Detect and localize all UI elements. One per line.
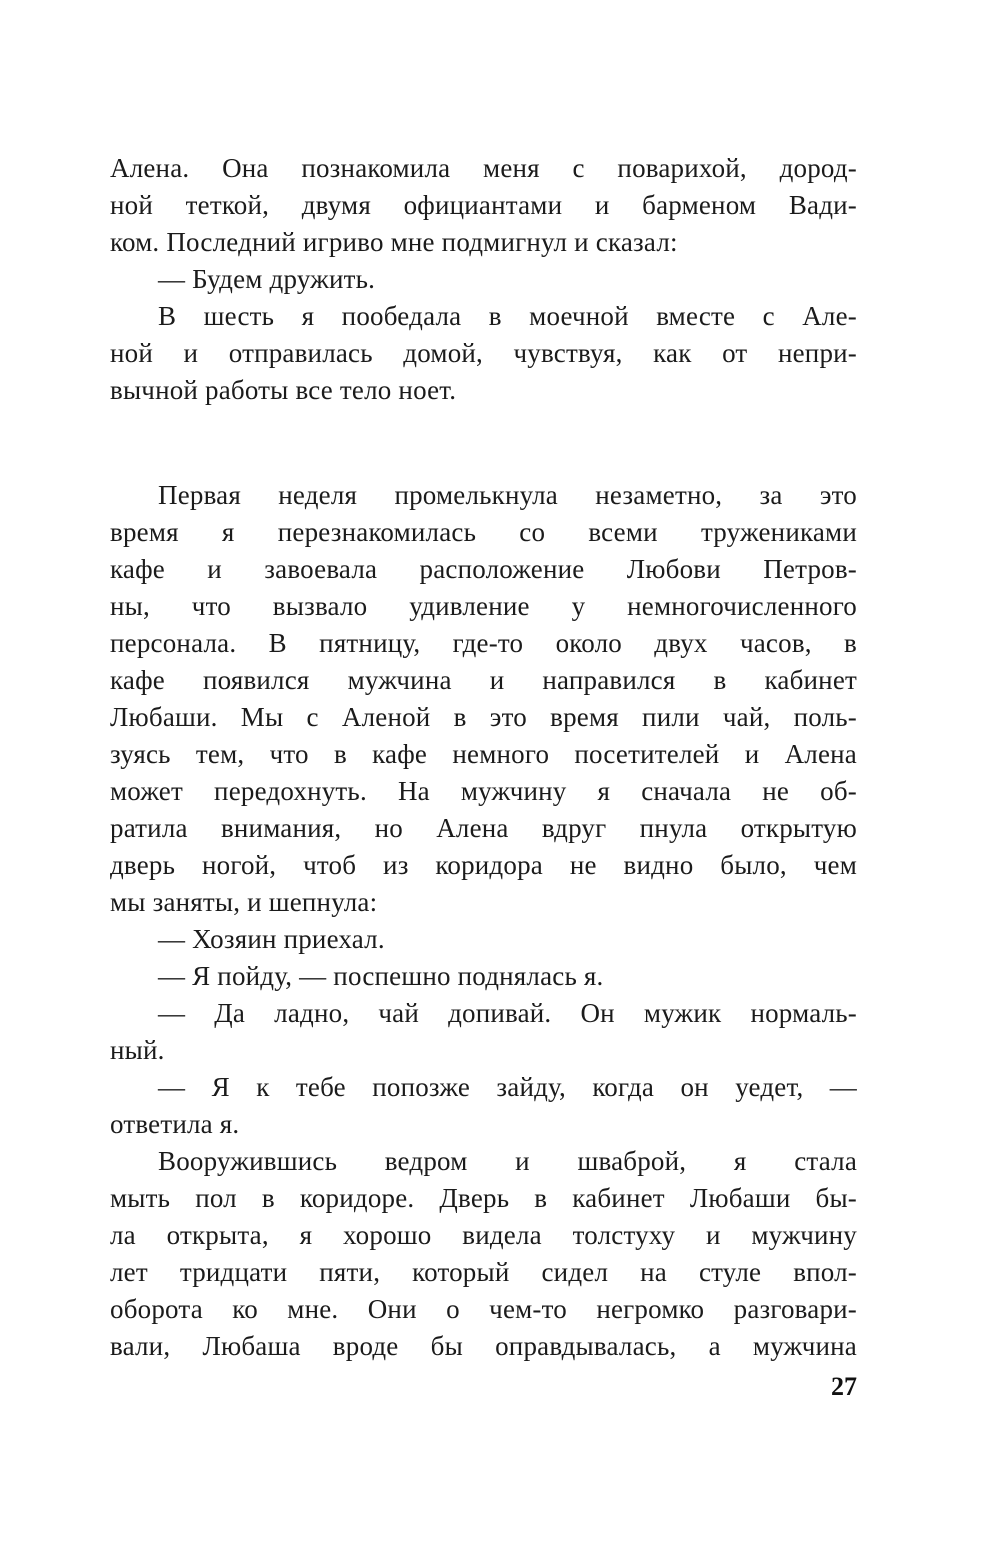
text-line: вали, Любаша вроде бы оправдывалась, а мужчина [110, 1331, 857, 1361]
text-line: ной и отправилась домой, чувствуя, как от непри- [110, 338, 857, 368]
text-line: персонала. В пятницу, где-то около двух часов, в [110, 628, 857, 658]
text-line: ратила внимания, но Алена вдруг пнула открытую [110, 813, 857, 843]
section-break [110, 409, 857, 477]
text-line: — Я пойду, — поспешно поднялась я. [158, 961, 604, 991]
text-line: ла открыта, я хорошо видела толстуху и мужчину [110, 1220, 857, 1250]
text-line: лет тридцати пяти, который сидел на стуле впол- [110, 1257, 857, 1287]
text-line: может передохнуть. На мужчину я сначала не об- [110, 776, 857, 806]
text-line: дверь ногой, чтоб из коридора не видно было, чем [110, 850, 857, 880]
text-line: ный. [110, 1035, 165, 1065]
text-line: Вооружившись ведром и шваброй, я стала [158, 1146, 857, 1176]
text-line: — Да ладно, чай допивай. Он мужик нормаль- [158, 998, 857, 1028]
text-line: ответила я. [110, 1109, 240, 1139]
text-line: — Хозяин приехал. [158, 924, 385, 954]
text-line: Любаши. Мы с Аленой в это время пили чай, поль- [110, 702, 857, 732]
text-line: Алена. Она познакомила меня с поварихой, дород- [110, 153, 857, 183]
text-line: Первая неделя промелькнула незаметно, за это [158, 480, 857, 510]
text-line: — Будем дружить. [158, 264, 376, 294]
text-line: вычной работы все тело ноет. [110, 375, 457, 405]
text-line: В шесть я пообедала в моечной вместе с Але- [158, 301, 857, 331]
text-line: — Я к тебе попозже зайду, когда он уедет, — [158, 1072, 857, 1102]
page-number: 27 [831, 1372, 857, 1401]
text-line: кафе и завоевала расположение Любови Петров- [110, 554, 857, 584]
text-line: ны, что вызвало удивление у немногочисленного [110, 591, 857, 621]
text-line: оборота ко мне. Они о чем-то негромко разговари- [110, 1294, 857, 1324]
text-line: кафе появился мужчина и направился в кабинет [110, 665, 857, 695]
text-line: ной теткой, двумя официантами и барменом Вади- [110, 190, 857, 220]
text-block [110, 150, 857, 1365]
text-line: мыть пол в коридоре. Дверь в кабинет Любаши бы- [110, 1183, 857, 1213]
text-line: время я перезнакомилась со всеми тружениками [110, 517, 857, 547]
text-line: зуясь тем, что в кафе немного посетителей и Алена [110, 739, 857, 769]
text-line: мы заняты, и шепнула: [110, 887, 378, 917]
text-line: ком. Последний игриво мне подмигнул и сказал: [110, 227, 678, 257]
